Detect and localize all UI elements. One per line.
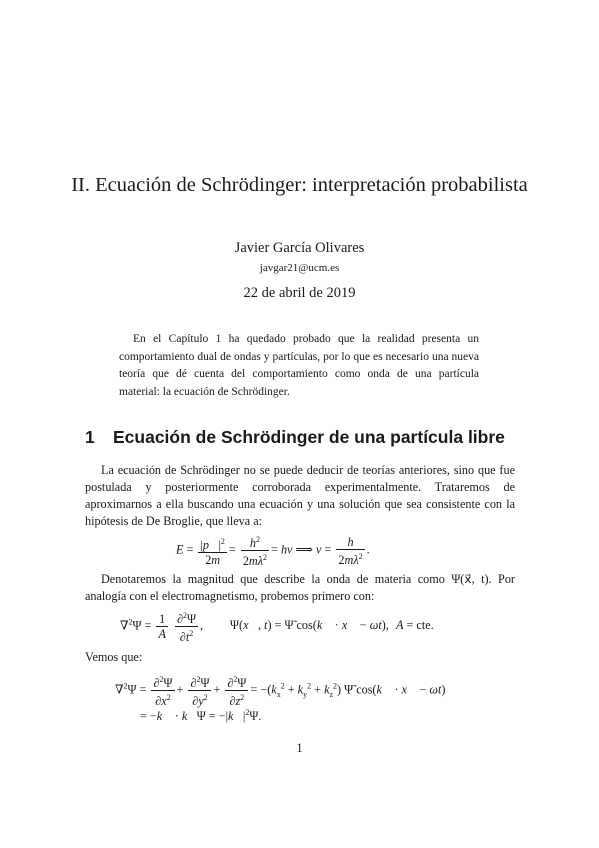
paper-date: 22 de abril de 2019 xyxy=(243,285,356,301)
section-heading xyxy=(85,427,505,448)
equation-laplacian-line1: ∇$^2$Ψ = $\frac{\partial^2\Psi}{\partial x^2}$ + $\frac{\partial^2\Psi}{\partial y^2}$ + $\frac{\partial^2\Psi}{\partial z^2}$ = $-(k_x^2 + k_y^2 + k_z^2)$ Ψ̃ cos(k⃗ · x⃗ − ωt) xyxy=(115,675,446,709)
author-name: Javier García Olivares xyxy=(234,240,365,256)
page-number: 1 xyxy=(296,741,303,755)
paper-title: II. Ecuación de Schrödinger: interpretación probabilista xyxy=(71,174,528,196)
paragraph-intro: La ecuación de Schrödinger no se puede deducir de teorías anteriores, sino que fue postulada y posteriormente corroborada experimentalmente. Trataremos de aproximarnos a ella buscando una ecuación y una solución que sea consistente con la hipótesis de De Broglie, que lleva a: xyxy=(85,463,515,528)
equation-trial-wave: ∇$^2$Ψ = $\frac{1}{A}$ $\frac{\partial^2\Psi}{\partial t^2}$ , xyxy=(120,611,204,645)
author-email: javgar21@ucm.es xyxy=(259,262,340,274)
equation-de-broglie: E = $\frac{|p⃗|^2}{2m}$ = $\frac{h^2}{2m\lambda^2}$ = hν ⟹ ν = $\frac{h}{2m\lambda^2}$ . xyxy=(176,534,370,569)
section-title: Ecuación de Schrödinger de una partícula libre xyxy=(113,427,505,447)
section-number: 1 xyxy=(85,427,95,447)
equation-trial-solution: Ψ(x⃗, t) = Ψ̃ cos(k⃗ · x⃗ − ωt), xyxy=(230,618,389,632)
abstract: En el Capítulo 1 ha quedado probado que la realidad presenta un comportamiento dual de ondas y partículas, por lo que es necesario una nueva teoría que dé cuenta del comportamiento como onda de una partícula material: la ecuación de Schrödinger. xyxy=(119,333,479,398)
paragraph-wave: Denotaremos la magnitud que describe la onda de materia como Ψ(x⃗, t). Por analogía con el electromagnetismo, probemos primero con: xyxy=(85,572,515,603)
equation-constant: A = cte. xyxy=(396,618,434,632)
equation-laplacian-line2: = −k⃗ · k⃗Ψ = $-|k⃗|^2\Psi$. xyxy=(140,708,262,724)
paragraph-vemos: Vemos que: xyxy=(85,650,143,664)
